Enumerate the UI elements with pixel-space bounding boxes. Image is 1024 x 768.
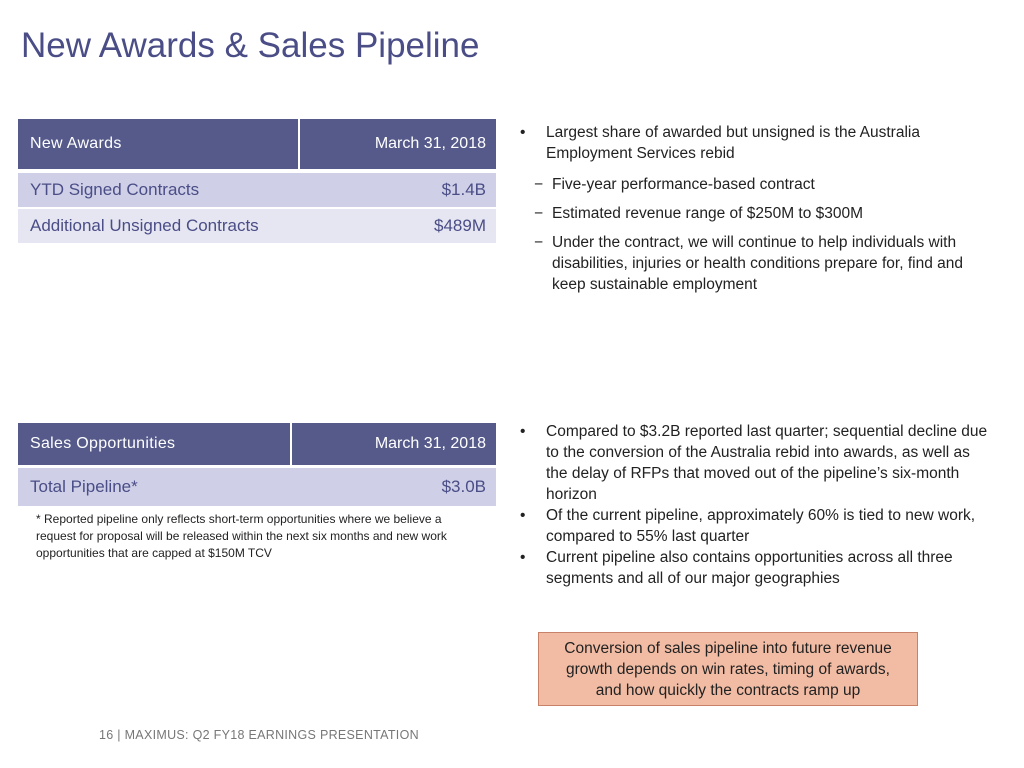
- row-label: Additional Unsigned Contracts: [30, 216, 259, 235]
- callout-box: [538, 632, 918, 706]
- callout-text: Conversion of sales pipeline into future revenue growth depends on win rates, timing of awards, and how quickly the contracts ramp up: [564, 639, 892, 699]
- dash-glyph: −: [534, 205, 544, 222]
- pipeline-footnote: * Reported pipeline only reflects short-term opportunities where we believe a request for proposal will be released within the next six months and new work opportunities that are capped at $150M TCV: [36, 512, 447, 560]
- list-item: [520, 421, 995, 505]
- dash-glyph: −: [534, 234, 544, 251]
- sales-opportunities-table: [18, 423, 496, 506]
- bullet-text: Of the current pipeline, approximately 60% is tied to new work, compared to 55% last quarter: [546, 507, 976, 545]
- list-item: [520, 505, 995, 547]
- bullet-text: Compared to $3.2B reported last quarter; sequential decline due to the conversion of the Australia rebid into awards, as well as the delay of RFPs that moved out of the pipeline’s six-month horizon: [546, 423, 988, 503]
- page-footer: 16 | MAXIMUS: Q2 FY18 EARNINGS PRESENTATION: [99, 728, 419, 742]
- table-header: [18, 119, 496, 169]
- bullet-text: Largest share of awarded but unsigned is the Australia Employment Services rebid: [546, 124, 920, 162]
- list-item: [520, 232, 995, 295]
- row-value: $3.0B: [441, 477, 486, 496]
- awards-bullets: [520, 122, 995, 303]
- row-label: YTD Signed Contracts: [30, 180, 200, 199]
- row-label: Total Pipeline*: [30, 477, 138, 496]
- table-header: [18, 423, 496, 465]
- sub-bullets: [534, 174, 995, 295]
- row-value: $1.4B: [441, 180, 486, 199]
- header-date: March 31, 2018: [300, 119, 496, 169]
- pipeline-bullets: [520, 421, 995, 589]
- list-item: [520, 203, 995, 224]
- bullet-glyph: •: [520, 124, 526, 141]
- row-value: $489M: [434, 216, 486, 235]
- dash-glyph: −: [534, 176, 544, 193]
- header-label: Sales Opportunities: [18, 423, 290, 465]
- bullet-text: Five-year performance-based contract: [552, 176, 815, 193]
- table-row: [18, 173, 496, 207]
- bullet-glyph: •: [520, 507, 526, 524]
- header-label: New Awards: [18, 119, 298, 169]
- list-item: [520, 174, 995, 195]
- list-item: [520, 122, 995, 295]
- bullet-text: Under the contract, we will continue to help individuals with disabilities, injuries or health conditions prepare for, find and keep sustainable employment: [552, 234, 963, 293]
- bullet-text: Current pipeline also contains opportunities across all three segments and all of our major geographies: [546, 549, 953, 587]
- bullet-text: Estimated revenue range of $250M to $300M: [552, 205, 864, 222]
- page-title: New Awards & Sales Pipeline: [21, 26, 480, 65]
- new-awards-table: [18, 119, 496, 243]
- bullet-glyph: •: [520, 549, 526, 566]
- table-row: [18, 468, 496, 506]
- bullet-glyph: •: [520, 423, 526, 440]
- header-date: March 31, 2018: [292, 423, 496, 465]
- list-item: [520, 547, 995, 589]
- table-row: [18, 209, 496, 243]
